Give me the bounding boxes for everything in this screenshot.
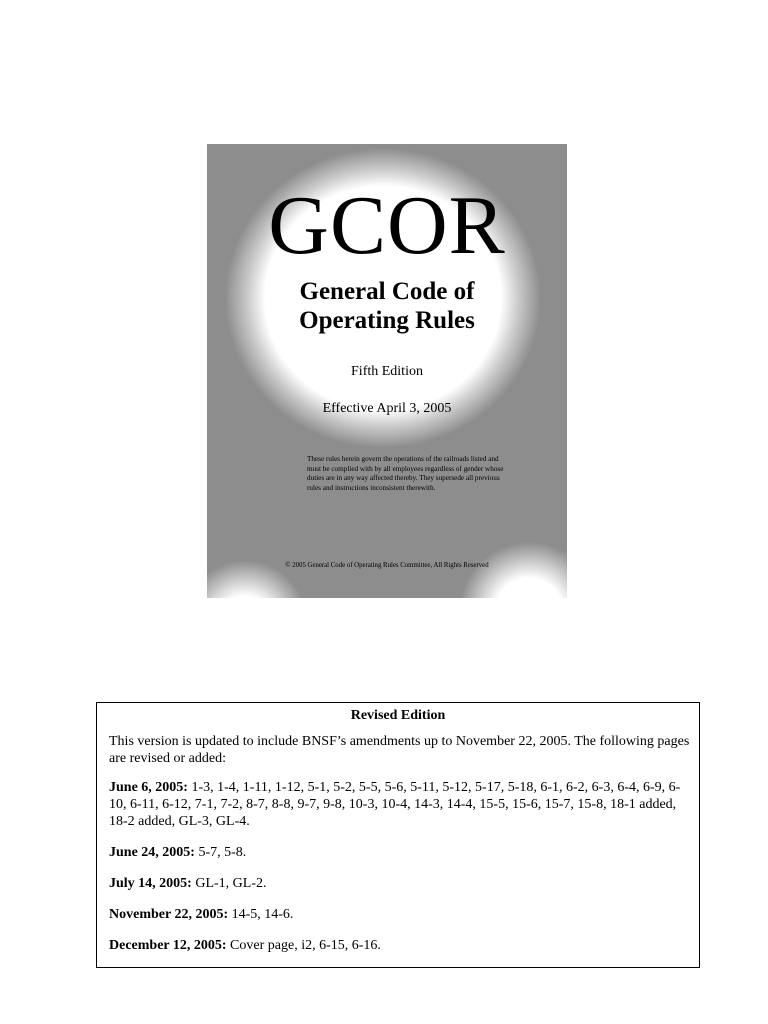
revision-pages: Cover page, i2, 6-15, 6-16. xyxy=(230,938,381,953)
revised-heading: Revised Edition xyxy=(350,708,446,723)
revision-pages: GL-1, GL-2. xyxy=(195,876,267,891)
revision-entry xyxy=(109,844,699,861)
cover-govern-text: These rules herein govern the operations of the railroads listed and must be complied with by all employees regardless of gender whose duties are in any way affected thereby. They supersede all previous rules and instructions inconsistent therewith. xyxy=(307,455,504,492)
revision-entry xyxy=(109,779,699,830)
revision-date: November 22, 2005: xyxy=(109,907,229,922)
cover-subtitle xyxy=(207,277,567,335)
revision-pages: 1-3, 1-4, 1-11, 1-12, 5-1, 5-2, 5-5, 5-6, 5-11, 5-12, 5-17, 5-18, 6-1, 6-2, 6-3, 6-4, 6-9, 6-10, 6-11, 6-12, 7-1, 7-2, 8-7, 8-8, 9-7, 9-8, 10-3, 10-4, 14-3, 14-4, 15-5, 15-6, 15-7, 15-8, 18-1 added, 18-2 added, GL-3, GL-4. xyxy=(109,780,681,829)
revision-entry xyxy=(109,875,699,892)
revision-date: December 12, 2005: xyxy=(109,938,227,953)
cover-title: GCOR xyxy=(268,179,506,272)
revised-edition-box xyxy=(96,702,700,968)
revision-entry xyxy=(109,937,699,954)
cover-image xyxy=(207,144,567,598)
revision-pages: 5-7, 5-8. xyxy=(198,845,247,860)
cover-effective-date: Effective April 3, 2005 xyxy=(322,401,452,416)
revision-date: July 14, 2005: xyxy=(109,876,192,891)
revision-date: June 6, 2005: xyxy=(109,780,188,795)
revision-date: June 24, 2005: xyxy=(109,845,195,860)
revision-pages: 14-5, 14-6. xyxy=(231,907,294,922)
revised-intro: This version is updated to include BNSF’s amendments up to November 22, 2005. The following pages are revised or added: xyxy=(109,734,690,766)
cover-subtitle-line1: General Code of xyxy=(299,278,475,305)
cover-edition: Fifth Edition xyxy=(351,364,423,379)
cover-copyright: © 2005 General Code of Operating Rules Committee, All Rights Reserved xyxy=(285,562,489,569)
cover-subtitle-line2: Operating Rules xyxy=(299,307,475,334)
revision-entry xyxy=(109,906,699,923)
